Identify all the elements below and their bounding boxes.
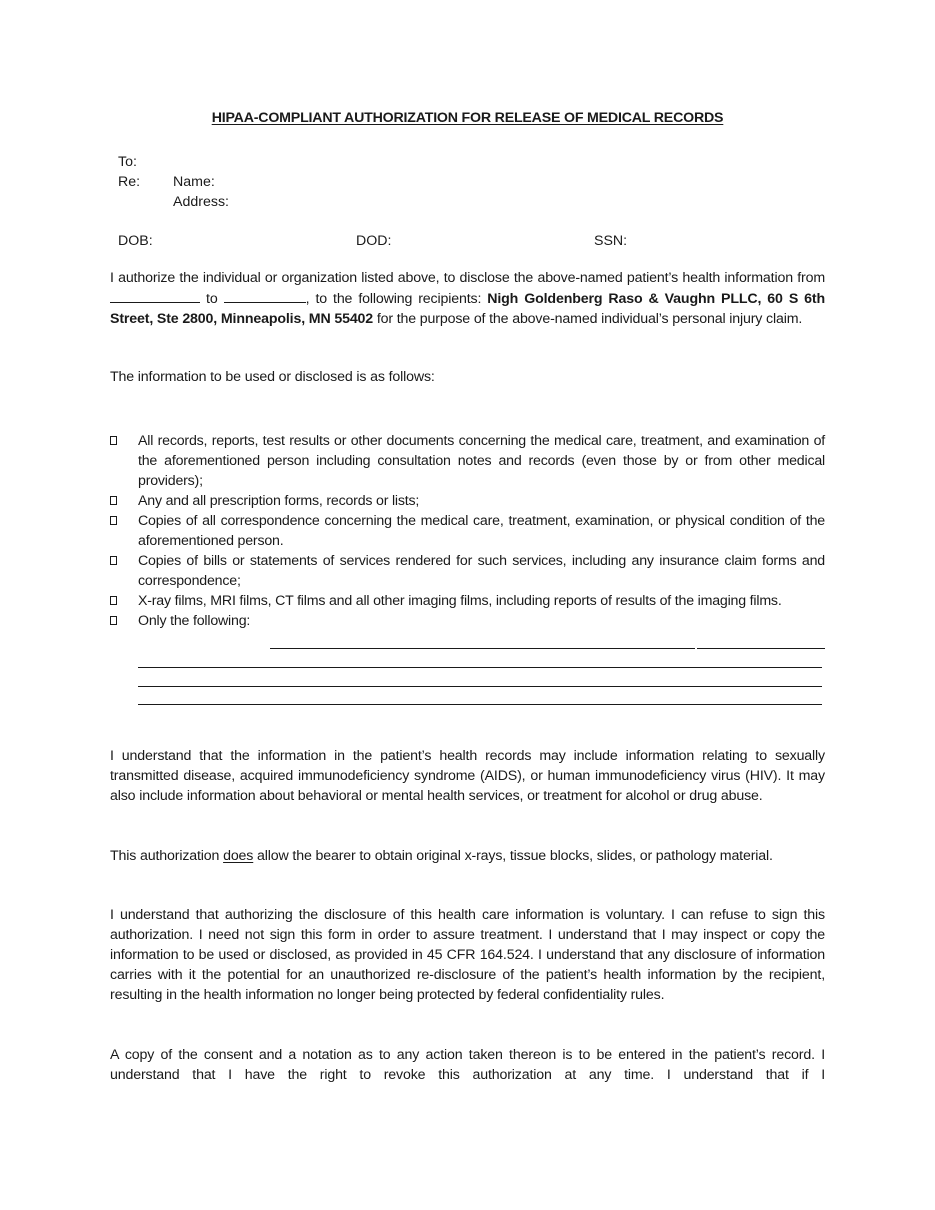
re-label: Re: (118, 174, 141, 190)
dob-label: DOB: (118, 233, 153, 249)
from-date-blank[interactable] (110, 288, 200, 303)
consent-copy-paragraph: A copy of the consent and a notation as to any action taken thereon is to be entered in the patient’s record. I understand that I have the right to revoke this authorization at any time. I understand that if I (110, 1047, 825, 1083)
checklist-item: Copies of bills or statements of services rendered for such services, including any insurance claim forms and correspondence; (110, 551, 825, 591)
only-following-line-2[interactable] (138, 667, 822, 668)
only-following-line-4[interactable] (138, 704, 822, 705)
to-label: To: (118, 154, 137, 170)
checklist-item: Any and all prescription forms, records or lists; (110, 491, 825, 511)
checkbox-icon[interactable] (110, 616, 117, 625)
bearer-paragraph: This authorization does allow the bearer to obtain original x-rays, tissue blocks, slides, or pathology material. (110, 848, 773, 864)
authorization-paragraph: I authorize the individual or organization listed above, to disclose the above-named patient’s health information from to , to the following recipients: Nigh Goldenberg Raso & Vaughn PLLC, 60 S 6th Street, Ste 2800, Minneapolis, MN 55402 for the purpose of the above-named individual’s personal injury claim. (110, 270, 826, 327)
info-intro: The information to be used or disclosed is as follows: (110, 369, 435, 385)
to-date-blank[interactable] (224, 288, 306, 303)
checkbox-icon[interactable] (110, 516, 117, 525)
records-checklist (110, 431, 825, 631)
checkbox-icon[interactable] (110, 556, 117, 565)
only-following-line-1a[interactable] (270, 648, 695, 649)
ssn-label: SSN: (594, 233, 628, 249)
checkbox-icon[interactable] (110, 496, 117, 505)
emphasis-does: does (223, 848, 254, 864)
name-label: Name: (173, 174, 215, 190)
voluntary-paragraph: I understand that authorizing the disclosure of this health care information is voluntary. I can refuse to sign this authorization. I need not sign this form in order to assure treatment. I understand that I may inspect or copy the information to be used or disclosed, as provided in 45 CFR 164.524. I understand that any disclosure of information carries with it the potential for an unauthorized re-disclosure of the patient’s health information by the recipient, resulting in the health information no longer being protected by federal confidentiality rules. (110, 907, 825, 1003)
address-label: Address: (173, 194, 229, 210)
checklist-item-only-following: Only the following: (110, 611, 825, 631)
checklist-item: X-ray films, MRI films, CT films and all other imaging films, including reports of results of the imaging films. (110, 591, 825, 611)
checklist-item: Copies of all correspondence concerning the medical care, treatment, examination, or physical condition of the aforementioned person. (110, 511, 825, 551)
sensitive-info-paragraph: I understand that the information in the patient’s health records may include information relating to sexually transmitted disease, acquired immunodeficiency syndrome (AIDS), or human immunodeficiency virus (HIV). It may also include information about behavioral or mental health services, or treatment for alcohol or drug abuse. (110, 748, 825, 804)
checkbox-icon[interactable] (110, 596, 117, 605)
dod-label: DOD: (356, 233, 392, 249)
only-following-line-3[interactable] (138, 686, 822, 687)
checkbox-icon[interactable] (110, 436, 117, 445)
document-title: HIPAA-COMPLIANT AUTHORIZATION FOR RELEASE OF MEDICAL RECORDS (211, 110, 724, 126)
checklist-item: All records, reports, test results or other documents concerning the medical care, treatment, and examination of the aforementioned person including consultation notes and records (even those by or from other medical providers); (110, 431, 825, 491)
only-following-line-1b[interactable] (697, 648, 825, 649)
recipient-name: Nigh Goldenberg Raso & Vaughn PLLC, 60 S 6th Street, Ste 2800, Minneapolis, MN 55402 (110, 291, 826, 327)
